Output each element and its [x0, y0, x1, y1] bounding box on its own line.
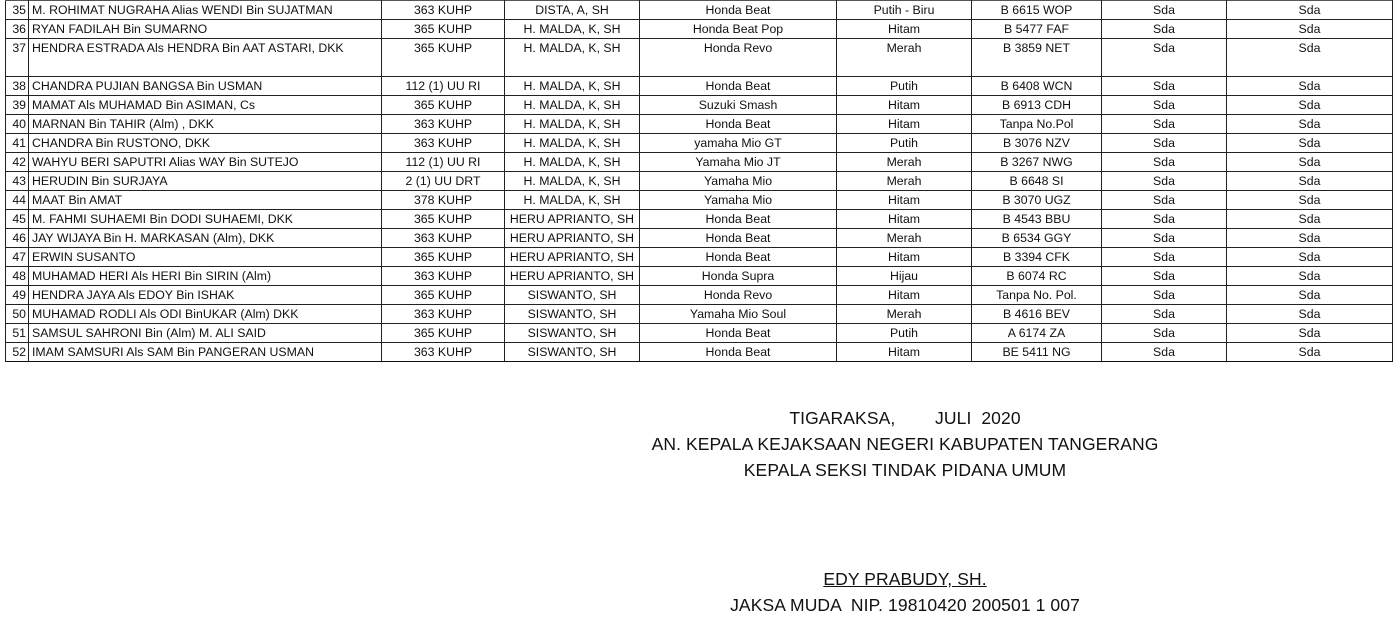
signatory-name: EDY PRABUDY, SH. — [823, 569, 987, 589]
vehicle-cell: Suzuki Smash — [640, 96, 837, 115]
plate-number-cell: B 5477 FAF — [972, 20, 1102, 39]
plate-number-cell: B 6648 SI — [972, 172, 1102, 191]
row-number: 49 — [6, 286, 29, 305]
defendant-name: JAY WIJAYA Bin H. MARKASAN (Alm), DKK — [29, 229, 382, 248]
article-cell: 365 KUHP — [382, 286, 505, 305]
prosecutor-cell: HERU APRIANTO, SH — [505, 229, 640, 248]
prosecutor-cell: SISWANTO, SH — [505, 324, 640, 343]
color-cell: Merah — [837, 229, 972, 248]
note-1-cell: Sda — [1102, 39, 1227, 77]
table-row — [6, 172, 1393, 191]
plate-number-cell: BE 5411 NG — [972, 343, 1102, 362]
note-1-cell: Sda — [1102, 115, 1227, 134]
article-cell: 112 (1) UU RI — [382, 77, 505, 96]
plate-number-cell: B 6534 GGY — [972, 229, 1102, 248]
defendant-name: ERWIN SUSANTO — [29, 248, 382, 267]
plate-number-cell: B 4543 BBU — [972, 210, 1102, 229]
prosecutor-cell: H. MALDA, K, SH — [505, 20, 640, 39]
vehicle-cell: yamaha Mio GT — [640, 134, 837, 153]
plate-number-cell: B 4616 BEV — [972, 305, 1102, 324]
note-2-cell: Sda — [1227, 153, 1393, 172]
row-number: 39 — [6, 96, 29, 115]
table-row — [6, 153, 1393, 172]
color-cell: Putih — [837, 134, 972, 153]
note-2-cell: Sda — [1227, 1, 1393, 20]
plate-number-cell: B 3267 NWG — [972, 153, 1102, 172]
note-2-cell: Sda — [1227, 77, 1393, 96]
vehicle-cell: Honda Beat — [640, 343, 837, 362]
color-cell: Hitam — [837, 191, 972, 210]
note-1-cell: Sda — [1102, 210, 1227, 229]
defendant-name: HERUDIN Bin SURJAYA — [29, 172, 382, 191]
vehicle-cell: Yamaha Mio Soul — [640, 305, 837, 324]
row-number: 41 — [6, 134, 29, 153]
table-row — [6, 286, 1393, 305]
signature-footer — [600, 566, 1210, 618]
article-cell: 365 KUHP — [382, 96, 505, 115]
row-number: 50 — [6, 305, 29, 324]
place-date: TIGARAKSA, JULI 2020 — [789, 408, 1021, 428]
row-number: 35 — [6, 1, 29, 20]
table-row — [6, 229, 1393, 248]
note-1-cell: Sda — [1102, 153, 1227, 172]
color-cell: Hitam — [837, 343, 972, 362]
vehicle-cell: Honda Beat — [640, 229, 837, 248]
color-cell: Hitam — [837, 286, 972, 305]
table-row — [6, 1, 1393, 20]
note-2-cell: Sda — [1227, 20, 1393, 39]
row-number: 42 — [6, 153, 29, 172]
note-1-cell: Sda — [1102, 286, 1227, 305]
color-cell: Merah — [837, 305, 972, 324]
note-1-cell: Sda — [1102, 20, 1227, 39]
vehicle-cell: Yamaha Mio JT — [640, 153, 837, 172]
vehicle-cell: Yamaha Mio — [640, 172, 837, 191]
row-number: 43 — [6, 172, 29, 191]
note-1-cell: Sda — [1102, 248, 1227, 267]
note-1-cell: Sda — [1102, 77, 1227, 96]
plate-number-cell: B 3076 NZV — [972, 134, 1102, 153]
prosecutor-cell: SISWANTO, SH — [505, 286, 640, 305]
position-line: KEPALA SEKSI TINDAK PIDANA UMUM — [743, 460, 1067, 480]
table-row — [6, 267, 1393, 286]
table-row — [6, 324, 1393, 343]
vehicle-cell: Honda Beat — [640, 1, 837, 20]
note-1-cell: Sda — [1102, 267, 1227, 286]
note-2-cell: Sda — [1227, 39, 1393, 77]
article-cell: 365 KUHP — [382, 39, 505, 77]
plate-number-cell: B 6615 WOP — [972, 1, 1102, 20]
table-row — [6, 77, 1393, 96]
article-cell: 363 KUHP — [382, 343, 505, 362]
article-cell: 363 KUHP — [382, 134, 505, 153]
table-row — [6, 343, 1393, 362]
on-behalf-line: AN. KEPALA KEJAKSAAN NEGERI KABUPATEN TANGERANG — [651, 434, 1159, 454]
defendant-name: M. FAHMI SUHAEMI Bin DODI SUHAEMI, DKK — [29, 210, 382, 229]
table-row — [6, 134, 1393, 153]
color-cell: Merah — [837, 153, 972, 172]
color-cell: Merah — [837, 39, 972, 77]
table-row — [6, 39, 1393, 77]
note-2-cell: Sda — [1227, 286, 1393, 305]
note-2-cell: Sda — [1227, 343, 1393, 362]
row-number: 48 — [6, 267, 29, 286]
defendant-name: MAAT Bin AMAT — [29, 191, 382, 210]
prosecutor-cell: H. MALDA, K, SH — [505, 153, 640, 172]
table-row — [6, 96, 1393, 115]
vehicle-cell: Honda Beat Pop — [640, 20, 837, 39]
row-number: 45 — [6, 210, 29, 229]
article-cell: 2 (1) UU DRT — [382, 172, 505, 191]
prosecutor-cell: HERU APRIANTO, SH — [505, 248, 640, 267]
plate-number-cell: B 6074 RC — [972, 267, 1102, 286]
defendant-name: RYAN FADILAH Bin SUMARNO — [29, 20, 382, 39]
vehicle-cell: Honda Beat — [640, 210, 837, 229]
defendant-name: WAHYU BERI SAPUTRI Alias WAY Bin SUTEJO — [29, 153, 382, 172]
prosecutor-cell: DISTA, A, SH — [505, 1, 640, 20]
article-cell: 363 KUHP — [382, 267, 505, 286]
note-2-cell: Sda — [1227, 210, 1393, 229]
table-body — [6, 1, 1393, 362]
note-1-cell: Sda — [1102, 191, 1227, 210]
defendant-name: HENDRA ESTRADA Als HENDRA Bin AAT ASTARI, DKK — [29, 39, 382, 77]
row-number: 40 — [6, 115, 29, 134]
prosecutor-cell: H. MALDA, K, SH — [505, 134, 640, 153]
color-cell: Hijau — [837, 267, 972, 286]
prosecutor-cell: H. MALDA, K, SH — [505, 115, 640, 134]
vehicle-cell: Honda Revo — [640, 39, 837, 77]
table-row — [6, 191, 1393, 210]
row-number: 51 — [6, 324, 29, 343]
row-number: 46 — [6, 229, 29, 248]
prosecutor-cell: H. MALDA, K, SH — [505, 39, 640, 77]
color-cell: Putih — [837, 324, 972, 343]
vehicle-cell: Honda Beat — [640, 115, 837, 134]
plate-number-cell: B 6408 WCN — [972, 77, 1102, 96]
note-2-cell: Sda — [1227, 191, 1393, 210]
note-1-cell: Sda — [1102, 172, 1227, 191]
defendant-name: MAMAT Als MUHAMAD Bin ASIMAN, Cs — [29, 96, 382, 115]
defendant-name: HENDRA JAYA Als EDOY Bin ISHAK — [29, 286, 382, 305]
article-cell: 365 KUHP — [382, 324, 505, 343]
prosecutor-cell: HERU APRIANTO, SH — [505, 267, 640, 286]
plate-number-cell: Tanpa No. Pol. — [972, 286, 1102, 305]
vehicle-cell: Yamaha Mio — [640, 191, 837, 210]
row-number: 36 — [6, 20, 29, 39]
plate-number-cell: A 6174 ZA — [972, 324, 1102, 343]
article-cell: 363 KUHP — [382, 115, 505, 134]
prosecutor-cell: H. MALDA, K, SH — [505, 191, 640, 210]
article-cell: 112 (1) UU RI — [382, 153, 505, 172]
prosecutor-cell: SISWANTO, SH — [505, 305, 640, 324]
row-number: 52 — [6, 343, 29, 362]
note-2-cell: Sda — [1227, 134, 1393, 153]
color-cell: Putih - Biru — [837, 1, 972, 20]
note-1-cell: Sda — [1102, 134, 1227, 153]
table-row — [6, 210, 1393, 229]
note-1-cell: Sda — [1102, 96, 1227, 115]
defendant-name: CHANDRA Bin RUSTONO, DKK — [29, 134, 382, 153]
defendant-name: M. ROHIMAT NUGRAHA Alias WENDI Bin SUJATMAN — [29, 1, 382, 20]
note-2-cell: Sda — [1227, 305, 1393, 324]
color-cell: Hitam — [837, 20, 972, 39]
article-cell: 363 KUHP — [382, 1, 505, 20]
note-2-cell: Sda — [1227, 96, 1393, 115]
article-cell: 363 KUHP — [382, 305, 505, 324]
signature-header — [600, 405, 1210, 483]
defendant-name: SAMSUL SAHRONI Bin (Alm) M. ALI SAID — [29, 324, 382, 343]
color-cell: Hitam — [837, 210, 972, 229]
plate-number-cell: B 3070 UGZ — [972, 191, 1102, 210]
note-1-cell: Sda — [1102, 343, 1227, 362]
vehicle-cell: Honda Supra — [640, 267, 837, 286]
defendant-name: MUHAMAD RODLI Als ODI BinUKAR (Alm) DKK — [29, 305, 382, 324]
prosecutor-cell: H. MALDA, K, SH — [505, 77, 640, 96]
note-1-cell: Sda — [1102, 1, 1227, 20]
plate-number-cell: B 6913 CDH — [972, 96, 1102, 115]
article-cell: 365 KUHP — [382, 248, 505, 267]
table-row — [6, 20, 1393, 39]
note-2-cell: Sda — [1227, 248, 1393, 267]
note-1-cell: Sda — [1102, 324, 1227, 343]
plate-number-cell: Tanpa No.Pol — [972, 115, 1102, 134]
vehicle-cell: Honda Beat — [640, 77, 837, 96]
article-cell: 365 KUHP — [382, 210, 505, 229]
table-row — [6, 305, 1393, 324]
note-2-cell: Sda — [1227, 172, 1393, 191]
prosecutor-cell: HERU APRIANTO, SH — [505, 210, 640, 229]
vehicle-cell: Honda Beat — [640, 248, 837, 267]
note-2-cell: Sda — [1227, 267, 1393, 286]
signatory-rank-nip: JAKSA MUDA NIP. 19810420 200501 1 007 — [730, 595, 1080, 615]
note-1-cell: Sda — [1102, 229, 1227, 248]
prosecutor-cell: SISWANTO, SH — [505, 343, 640, 362]
article-cell: 363 KUHP — [382, 229, 505, 248]
plate-number-cell: B 3859 NET — [972, 39, 1102, 77]
note-2-cell: Sda — [1227, 229, 1393, 248]
defendant-name: MARNAN Bin TAHIR (Alm) , DKK — [29, 115, 382, 134]
row-number: 37 — [6, 39, 29, 77]
color-cell: Hitam — [837, 248, 972, 267]
color-cell: Hitam — [837, 115, 972, 134]
article-cell: 365 KUHP — [382, 20, 505, 39]
color-cell: Merah — [837, 172, 972, 191]
table-row — [6, 115, 1393, 134]
note-2-cell: Sda — [1227, 324, 1393, 343]
color-cell: Putih — [837, 77, 972, 96]
prosecutor-cell: H. MALDA, K, SH — [505, 96, 640, 115]
color-cell: Hitam — [837, 96, 972, 115]
row-number: 38 — [6, 77, 29, 96]
note-2-cell: Sda — [1227, 115, 1393, 134]
row-number: 47 — [6, 248, 29, 267]
vehicle-cell: Honda Revo — [640, 286, 837, 305]
table-row — [6, 248, 1393, 267]
prosecutor-cell: H. MALDA, K, SH — [505, 172, 640, 191]
defendant-name: MUHAMAD HERI Als HERI Bin SIRIN (Alm) — [29, 267, 382, 286]
row-number: 44 — [6, 191, 29, 210]
article-cell: 378 KUHP — [382, 191, 505, 210]
vehicle-cell: Honda Beat — [640, 324, 837, 343]
evidence-table — [5, 0, 1393, 362]
plate-number-cell: B 3394 CFK — [972, 248, 1102, 267]
note-1-cell: Sda — [1102, 305, 1227, 324]
defendant-name: IMAM SAMSURI Als SAM Bin PANGERAN USMAN — [29, 343, 382, 362]
defendant-name: CHANDRA PUJIAN BANGSA Bin USMAN — [29, 77, 382, 96]
